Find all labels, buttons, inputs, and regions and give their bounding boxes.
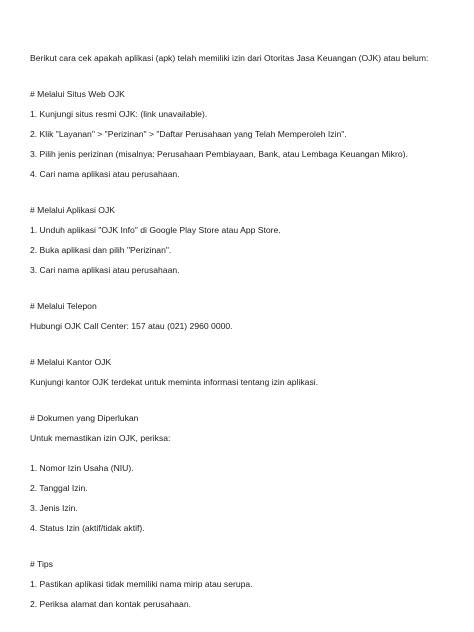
list-item: 2. Klik "Layanan" > "Perizinan" > "Daftar Perusahaan yang Telah Memperoleh Izin". [30, 129, 347, 139]
list-item: 3. Cari nama aplikasi atau perusahaan. [30, 265, 180, 275]
section-phone [30, 300, 450, 333]
list-item: 1. Unduh aplikasi "OJK Info" di Google Play Store atau App Store. [30, 225, 281, 235]
intro-paragraph: Berikut cara cek apakah aplikasi (apk) telah memiliki izin dari Otoritas Jasa Keuangan (OJK) atau belum: [30, 53, 429, 63]
section-web [30, 88, 450, 181]
section-app [30, 204, 450, 277]
list-item: 4. Cari nama aplikasi atau perusahaan. [30, 169, 180, 179]
section-documents [30, 412, 450, 535]
document-page [30, 52, 450, 618]
list-item: 4. Status Izin (aktif/tidak aktif). [30, 523, 145, 533]
section-office [30, 356, 450, 389]
section-heading-app: # Melalui Aplikasi OJK [30, 205, 116, 215]
section-tips [30, 558, 450, 611]
list-item: 2. Tanggal Izin. [30, 483, 88, 493]
section-heading-documents: # Dokumen yang Diperlukan [30, 413, 139, 423]
section-heading-office: # Melalui Kantor OJK [30, 357, 112, 367]
office-text: Kunjungi kantor OJK terdekat untuk meminta informasi tentang izin aplikasi. [30, 377, 319, 387]
list-item: 2. Periksa alamat dan kontak perusahaan. [30, 599, 191, 609]
list-item: 3. Pilih jenis perizinan (misalnya: Perusahaan Pembiayaan, Bank, atau Lembaga Keuangan Mikro). [30, 149, 408, 159]
list-item: 3. Jenis Izin. [30, 503, 78, 513]
section-heading-phone: # Melalui Telepon [30, 301, 97, 311]
documents-text: Untuk memastikan izin OJK, periksa: [30, 433, 171, 443]
list-item: 1. Kunjungi situs resmi OJK: (link unavailable). [30, 109, 208, 119]
phone-text: Hubungi OJK Call Center: 157 atau (021) 2960 0000. [30, 321, 233, 331]
list-item: 1. Pastikan aplikasi tidak memiliki nama mirip atau serupa. [30, 579, 253, 589]
section-heading-tips: # Tips [30, 559, 53, 569]
section-heading-web: # Melalui Situs Web OJK [30, 89, 125, 99]
list-item: 2. Buka aplikasi dan pilih "Perizinan". [30, 245, 172, 255]
list-item: 1. Nomor Izin Usaha (NIU). [30, 463, 134, 473]
